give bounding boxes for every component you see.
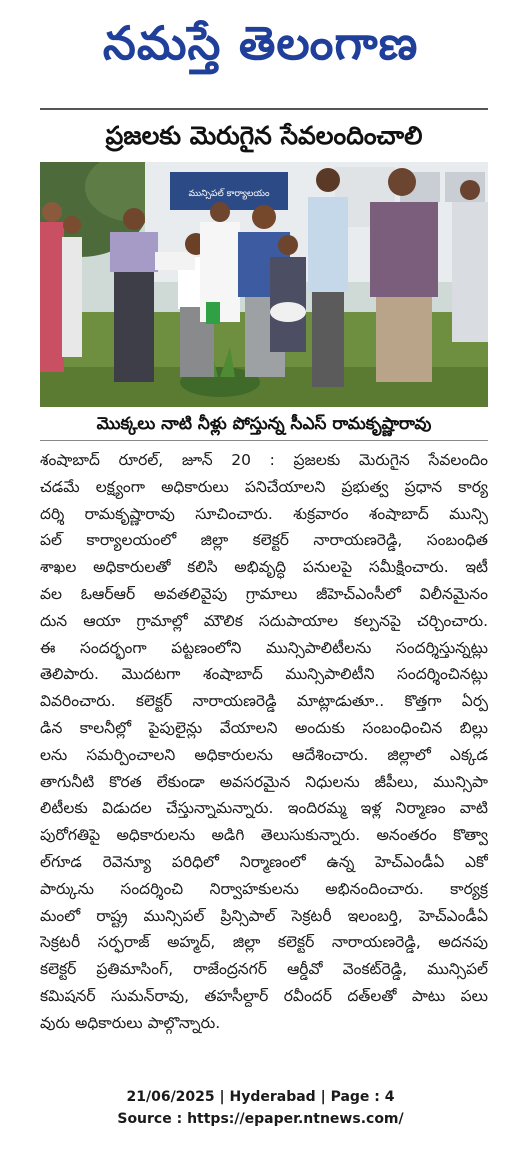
masthead-title: నమస్తే తెలంగాణ: [102, 16, 419, 70]
source-link[interactable]: Source : https://epaper.ntnews.com/: [117, 1111, 404, 1127]
article-line: శంషాబాద్ రూరల్, జూన్ 20 : ప్రజలకు మెరుగైన సేవలందిం: [40, 451, 488, 469]
article-line: తాగునీటి కొరత లేకుండా అవసరమైన నిధులను జీపీలు, మున్సిపా: [40, 772, 488, 791]
article-line: వల ఓఆర్ఆర్ అవతలివైపు గ్రామాలు జీహెచ్ఎంసీలో విలీనమైనం: [40, 584, 488, 603]
article-line: లిటీలకు విడుదల చేస్తున్నామన్నారు. ఇందిరమ్మ ఇళ్ల నిర్మాణం వాటి: [40, 799, 488, 818]
article-body: [40, 447, 488, 1037]
article-line: తెలిపారు. మొదటగా శంషాబాద్ మున్సిపాలిటీని సందర్శించినట్లు: [40, 665, 488, 684]
article-line: ఈ సందర్భంగా పట్టణంలోని మున్సిపాలిటీలను సందర్శిస్తున్నట్లు: [40, 638, 488, 657]
article-line: లను సమర్పించాలని అధికారులను ఆదేశించారు. జిల్లాలో ఎక్కడ: [40, 745, 488, 764]
article-line: కమిషనర్ సుమన్‌రావు, తహసీల్దార్ రవీందర్ దత్‌లతో పాటు పలు: [40, 986, 488, 1005]
page-footer: [0, 1086, 521, 1130]
article-line: పురోగతిపై అధికారులను అడిగి తెలుసుకున్నారు. అనంతరం కొత్వా: [40, 826, 488, 845]
article-photo: [40, 162, 488, 407]
article-line: మంలో రాష్ట్ర మున్సిపల్ ప్రిన్సిపాల్ సెక్రటరీ ఇలంబర్తి, హెచ్ఎండీఏ: [40, 906, 488, 925]
article-line: దున ఆయా గ్రామాల్లో మౌలిక సదుపాయాల కల్పనపై చర్చించారు.: [40, 611, 488, 630]
article-line: డిన కాలనీల్లో పైపులైన్లు వేయాలని అందుకు సంబంధించిన బిల్లు: [40, 718, 488, 737]
article-line: కలెక్టర్ ప్రతిమాసింగ్, రాజేంద్రనగర్ ఆర్డీవో వెంకట్‌రెడ్డి, మున్సిపల్: [40, 960, 488, 979]
article-line: వివరించారు. కలెక్టర్ నారాయణరెడ్డి మాట్లాడుతూ.. కొత్తగా ఏర్ప: [40, 692, 488, 711]
article-line: చడమే లక్ష్యంగా అధికారులు పనిచేయాలని ప్రభుత్వ ప్రధాన కార్య: [40, 477, 488, 496]
article-line: పార్కును సందర్శించి నిర్వాహకులను అభినందించారు. కార్యక్ర: [40, 879, 488, 898]
article-line: వురు అధికారులు పాల్గొన్నారు.: [40, 1013, 221, 1032]
caption-divider: [40, 440, 488, 441]
article-line: సెక్రటరీ సర్ఫరాజ్ అహ్మద్, జిల్లా కలెక్టర్ నారాయణరెడ్డి, అదనపు: [40, 933, 488, 952]
article-line: దర్శి రామకృష్ణారావు సూచించారు. శుక్రవారం శంషాబాద్ మున్సి: [40, 504, 488, 523]
article-line: శాఖల అధికారులతో కలిసి అభివృద్ధి పనులపై సమీక్షించారు. ఇటీ: [40, 558, 488, 577]
building-banner-text: మున్సిపల్ కార్యాలయం: [188, 189, 270, 199]
article-headline: ప్రజలకు మెరుగైన సేవలందించాలి: [105, 121, 423, 150]
article-line: పల్ కార్యాలయంలో జిల్లా కలెక్టర్ నారాయణరెడ్డి, సంబంధిత: [40, 531, 488, 550]
article-line: ల్‌గూడ రెవెన్యూ పరిధిలో నిర్మాణంలో ఉన్న హెచ్ఎండీఏ ఎకో: [40, 852, 488, 871]
photo-caption: మొక్కలు నాటి నీళ్లు పోస్తున్న సీఎస్ రామకృష్ణారావు: [96, 414, 432, 434]
header-divider: [40, 108, 488, 110]
edition-info: 21/06/2025 | Hyderabad | Page : 4: [126, 1089, 395, 1105]
newspaper-masthead: [58, 4, 463, 82]
